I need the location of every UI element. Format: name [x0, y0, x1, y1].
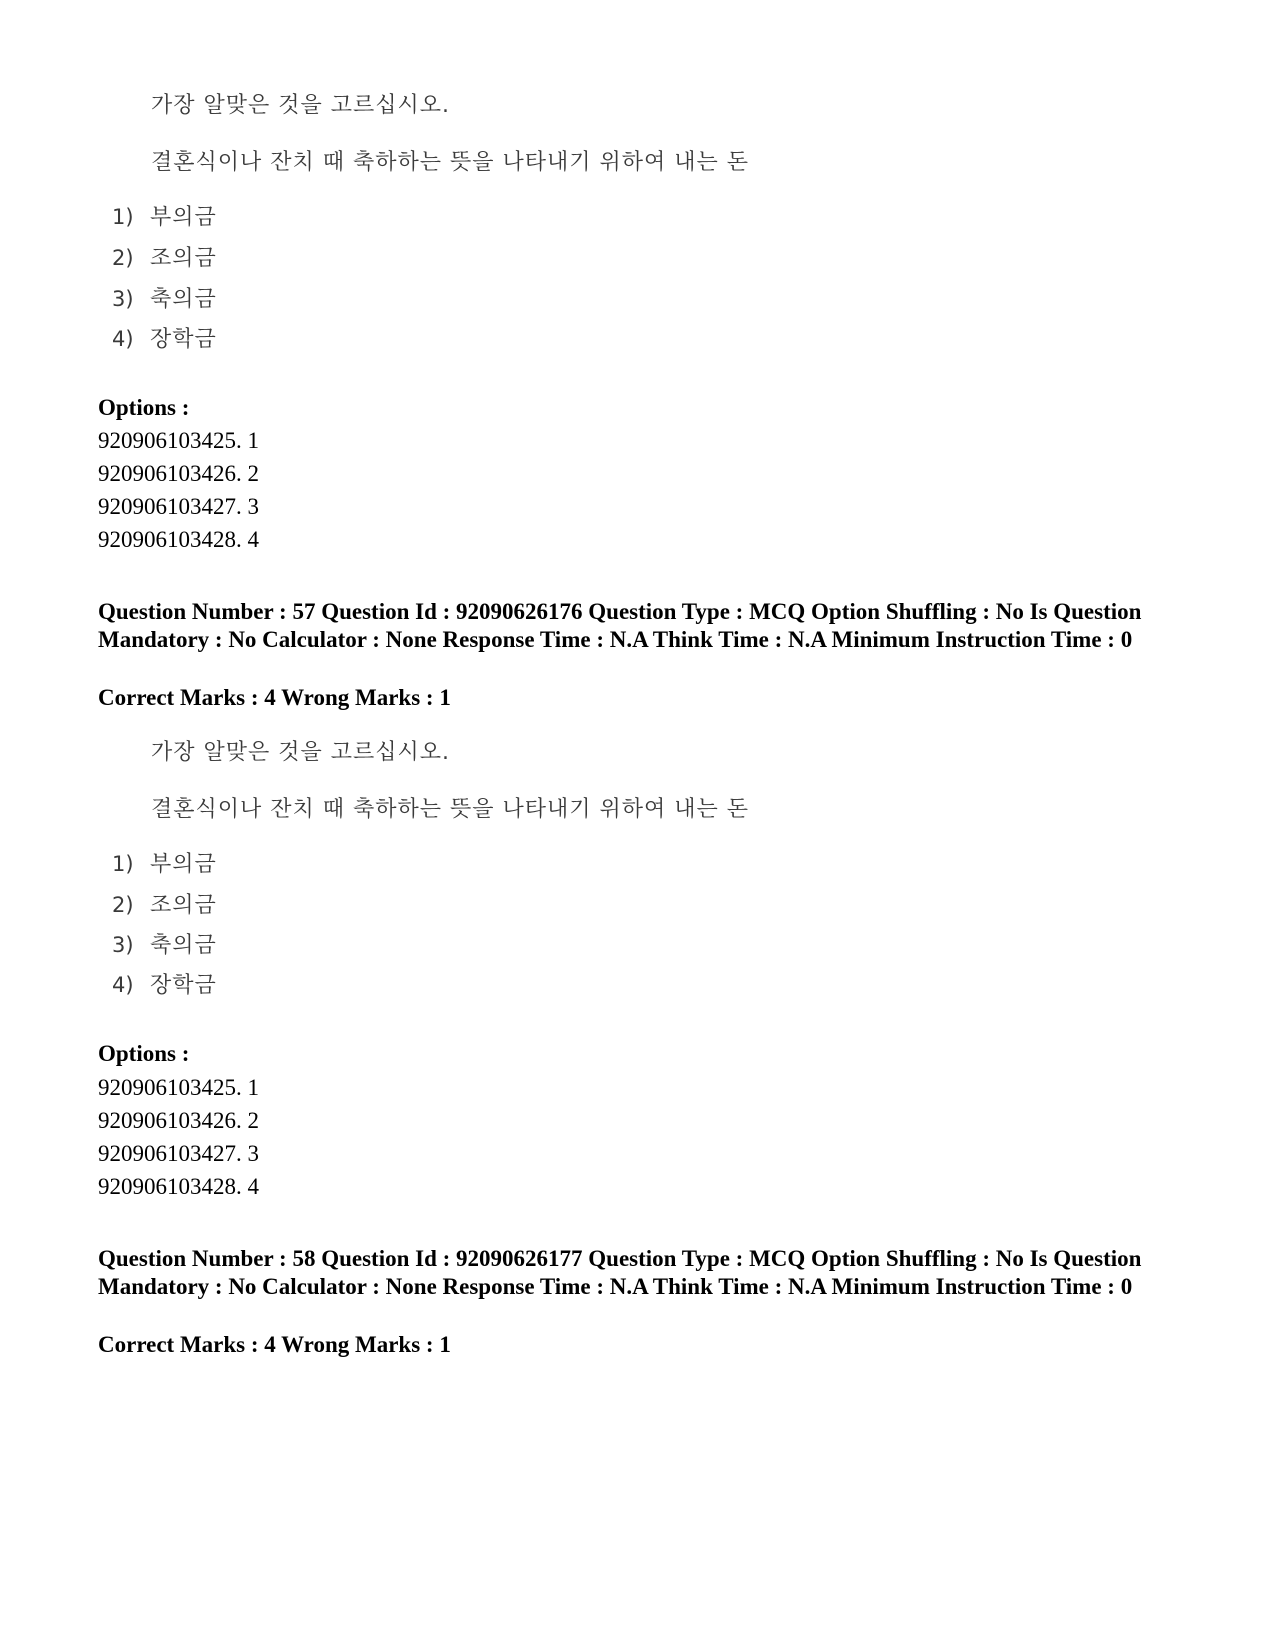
- question-stem: 결혼식이나 잔치 때 축하하는 뜻을 나타내기 위하여 내는 돈: [151, 150, 749, 175]
- marks-line: Correct Marks : 4 Wrong Marks : 1: [98, 685, 451, 710]
- question-instruction: 가장 알맞은 것을 고르십시오.: [151, 740, 450, 765]
- option-line: 920906103425. 1: [98, 1075, 259, 1100]
- question-stem: 결혼식이나 잔치 때 축하하는 뜻을 나타내기 위하여 내는 돈: [151, 797, 749, 822]
- choice-number: 3): [112, 287, 134, 311]
- choice-number: 2): [112, 893, 134, 917]
- choice-item: [112, 241, 217, 272]
- choice-item: [112, 282, 217, 313]
- option-line: 920906103428. 4: [98, 1174, 259, 1199]
- option-line: 920906103426. 2: [98, 461, 259, 486]
- choice-text: 축의금: [150, 287, 217, 312]
- option-line: 920906103426. 2: [98, 1108, 259, 1133]
- choice-number: 2): [112, 246, 134, 270]
- choice-number: 1): [112, 205, 134, 229]
- choice-item: [112, 928, 217, 959]
- choice-item: [112, 888, 217, 919]
- option-line: 920906103427. 3: [98, 494, 259, 519]
- choice-number: 1): [112, 852, 134, 876]
- option-line: 920906103428. 4: [98, 527, 259, 552]
- choice-number: 4): [112, 973, 134, 997]
- option-line: 920906103425. 1: [98, 428, 259, 453]
- question-instruction: 가장 알맞은 것을 고르십시오.: [151, 93, 450, 118]
- choice-item: [112, 200, 217, 231]
- choice-text: 부의금: [150, 205, 217, 230]
- choice-text: 장학금: [150, 973, 217, 998]
- choice-item: [112, 968, 217, 999]
- choice-text: 축의금: [150, 933, 217, 958]
- choice-text: 부의금: [150, 852, 217, 877]
- question-header: Question Number : 57 Question Id : 92090626176 Question Type : MCQ Option Shuffling : No Is Question Mandatory : No Calculator : None Response Time : N.A Think Time : N.A Minimum Instruction Time : 0: [98, 599, 1142, 652]
- choice-text: 조의금: [150, 246, 217, 271]
- choice-text: 장학금: [150, 327, 217, 352]
- choice-text: 조의금: [150, 893, 217, 918]
- choice-item: [112, 322, 217, 353]
- marks-line: Correct Marks : 4 Wrong Marks : 1: [98, 1332, 451, 1357]
- choice-number: 4): [112, 327, 134, 351]
- question-header: Question Number : 58 Question Id : 92090626177 Question Type : MCQ Option Shuffling : No Is Question Mandatory : No Calculator : None Response Time : N.A Think Time : N.A Minimum Instruction Time : 0: [98, 1246, 1142, 1299]
- choice-item: [112, 847, 217, 878]
- options-heading: Options :: [98, 395, 190, 420]
- choice-number: 3): [112, 933, 134, 957]
- option-line: 920906103427. 3: [98, 1141, 259, 1166]
- options-heading: Options :: [98, 1041, 190, 1066]
